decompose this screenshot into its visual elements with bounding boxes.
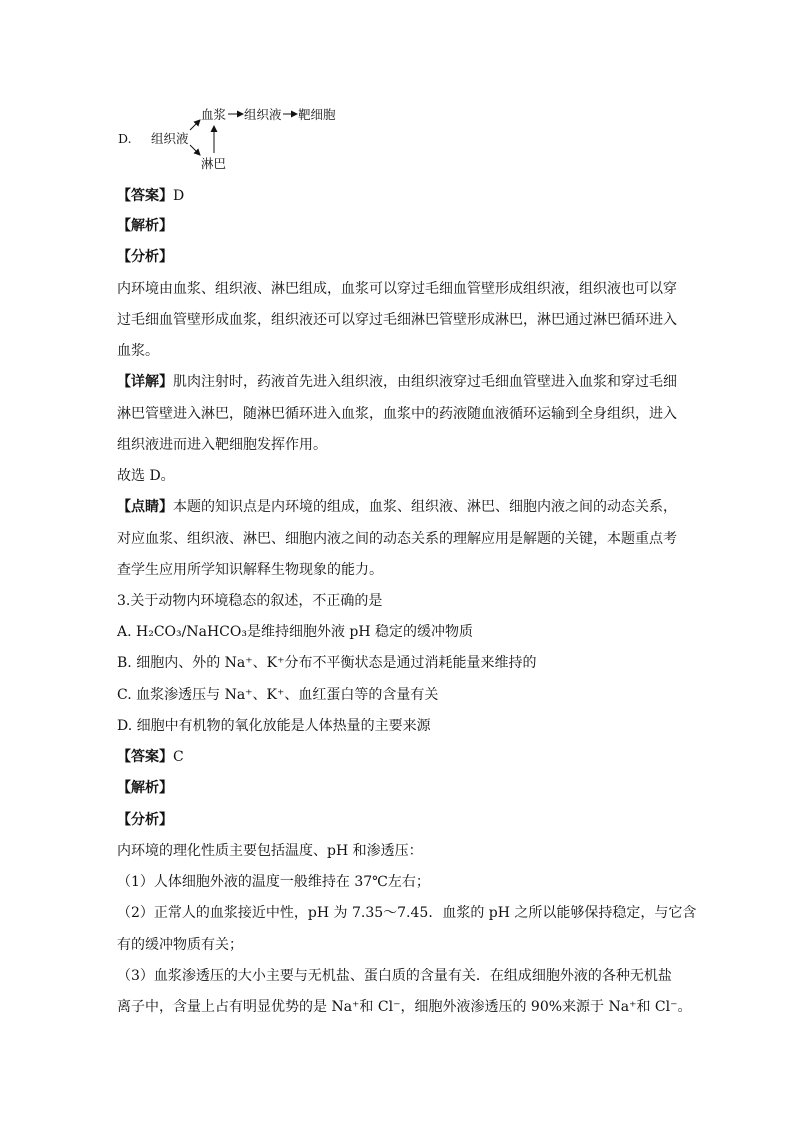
q2-xiangjie-line: 淋巴管壁进入淋巴，随淋巴循环进入血浆，血浆中的药液随血液循环运输到全身组织，进入 bbox=[117, 406, 677, 422]
q3-point-2-line: 有的缓冲物质有关； bbox=[117, 937, 243, 953]
answer-tag: 【答案】 bbox=[117, 188, 173, 204]
diagram-source-tissue-fluid: 组织液 bbox=[151, 131, 189, 146]
q2-fenxi-line: 过毛细血管壁形成血浆，组织液还可以穿过毛细淋巴管壁形成淋巴，淋巴通过淋巴循环进入 bbox=[117, 312, 677, 328]
answer-tag: 【答案】 bbox=[117, 749, 173, 765]
xiangjie-text: 肌肉注射时，药液首先进入组织液，由组织液穿过毛细血管壁进入血浆和穿过毛细 bbox=[173, 374, 677, 390]
q3-fenxi-tag: 【分析】 bbox=[117, 812, 173, 828]
dianjing-text: 本题的知识点是内环境的组成，血浆、组织液、淋巴、细胞内液之间的动态关系， bbox=[173, 499, 677, 515]
diagram-lymph: 淋巴 bbox=[201, 156, 227, 171]
option-d-letter: D. bbox=[118, 131, 132, 146]
q3-option-a: A. H₂CO₃/NaHCO₃是维持细胞外液 pH 稳定的缓冲物质 bbox=[117, 624, 474, 640]
diagram-target-cell: 靶细胞 bbox=[298, 107, 336, 122]
q2-jiexi-tag: 【解析】 bbox=[117, 218, 173, 234]
q2-fenxi-tag: 【分析】 bbox=[117, 249, 173, 265]
q2-fenxi-line: 血浆。 bbox=[117, 343, 159, 359]
q3-point-1: （1）人体细胞外液的温度一般维持在 37℃左右； bbox=[117, 874, 430, 890]
q2-xiangjie-line bbox=[117, 372, 677, 392]
q3-stem: 3.关于动物内环境稳态的叙述，不正确的是 bbox=[117, 593, 383, 609]
diagram-tissue-fluid: 组织液 bbox=[244, 107, 282, 122]
q3-answer bbox=[117, 747, 184, 767]
answer-value: C bbox=[173, 749, 184, 765]
option-d-diagram bbox=[0, 0, 794, 190]
answer-value: D bbox=[173, 188, 185, 204]
q3-option-c: C. 血浆渗透压与 Na⁺、K⁺、血红蛋白等的含量有关 bbox=[117, 687, 439, 703]
arrow-source-to-lymph bbox=[190, 145, 200, 155]
q3-option-d: D. 细胞中有机物的氧化放能是人体热量的主要来源 bbox=[117, 718, 431, 734]
q2-dianjing-line bbox=[117, 497, 677, 517]
q3-point-2-line: （2）正常人的血浆接近中性，pH 为 7.35～7.45．血浆的 pH 之所以能够保持稳定，与它含 bbox=[117, 905, 697, 921]
q3-jiexi-tag: 【解析】 bbox=[117, 780, 173, 796]
q3-point-3-line: （3）血浆渗透压的大小主要与无机盐、蛋白质的含量有关．在组成细胞外液的各种无机盐 bbox=[117, 968, 672, 984]
arrow-source-to-plasma bbox=[190, 120, 200, 130]
q2-dianjing-line: 对应血浆、组织液、淋巴、细胞内液之间的动态关系的理解应用是解题的关键，本题重点考 bbox=[117, 531, 677, 547]
diagram-plasma: 血浆 bbox=[201, 107, 227, 122]
xiangjie-tag: 【详解】 bbox=[117, 374, 173, 390]
q3-option-b: B. 细胞内、外的 Na⁺、K⁺分布不平衡状态是通过消耗能量来维持的 bbox=[117, 655, 537, 671]
q2-xiangjie-line: 组织液进而进入靶细胞发挥作用。 bbox=[117, 437, 327, 453]
dianjing-tag: 【点睛】 bbox=[117, 499, 173, 515]
q2-answer bbox=[117, 186, 184, 206]
q2-dianjing-line: 查学生应用所学知识解释生物现象的能力。 bbox=[117, 562, 383, 578]
q2-guxuan: 故选 D。 bbox=[117, 468, 175, 484]
q2-fenxi-line: 内环境由血浆、组织液、淋巴组成，血浆可以穿过毛细血管壁形成组织液，组织液也可以穿 bbox=[117, 281, 677, 297]
q3-point-3-line: 离子中，含量上占有明显优势的是 Na⁺和 Cl⁻，细胞外液渗透压的 90%来源于 Na⁺和 Cl⁻。 bbox=[117, 999, 692, 1015]
q3-fenxi-intro: 内环境的理化性质主要包括温度、pH 和渗透压： bbox=[117, 843, 423, 859]
